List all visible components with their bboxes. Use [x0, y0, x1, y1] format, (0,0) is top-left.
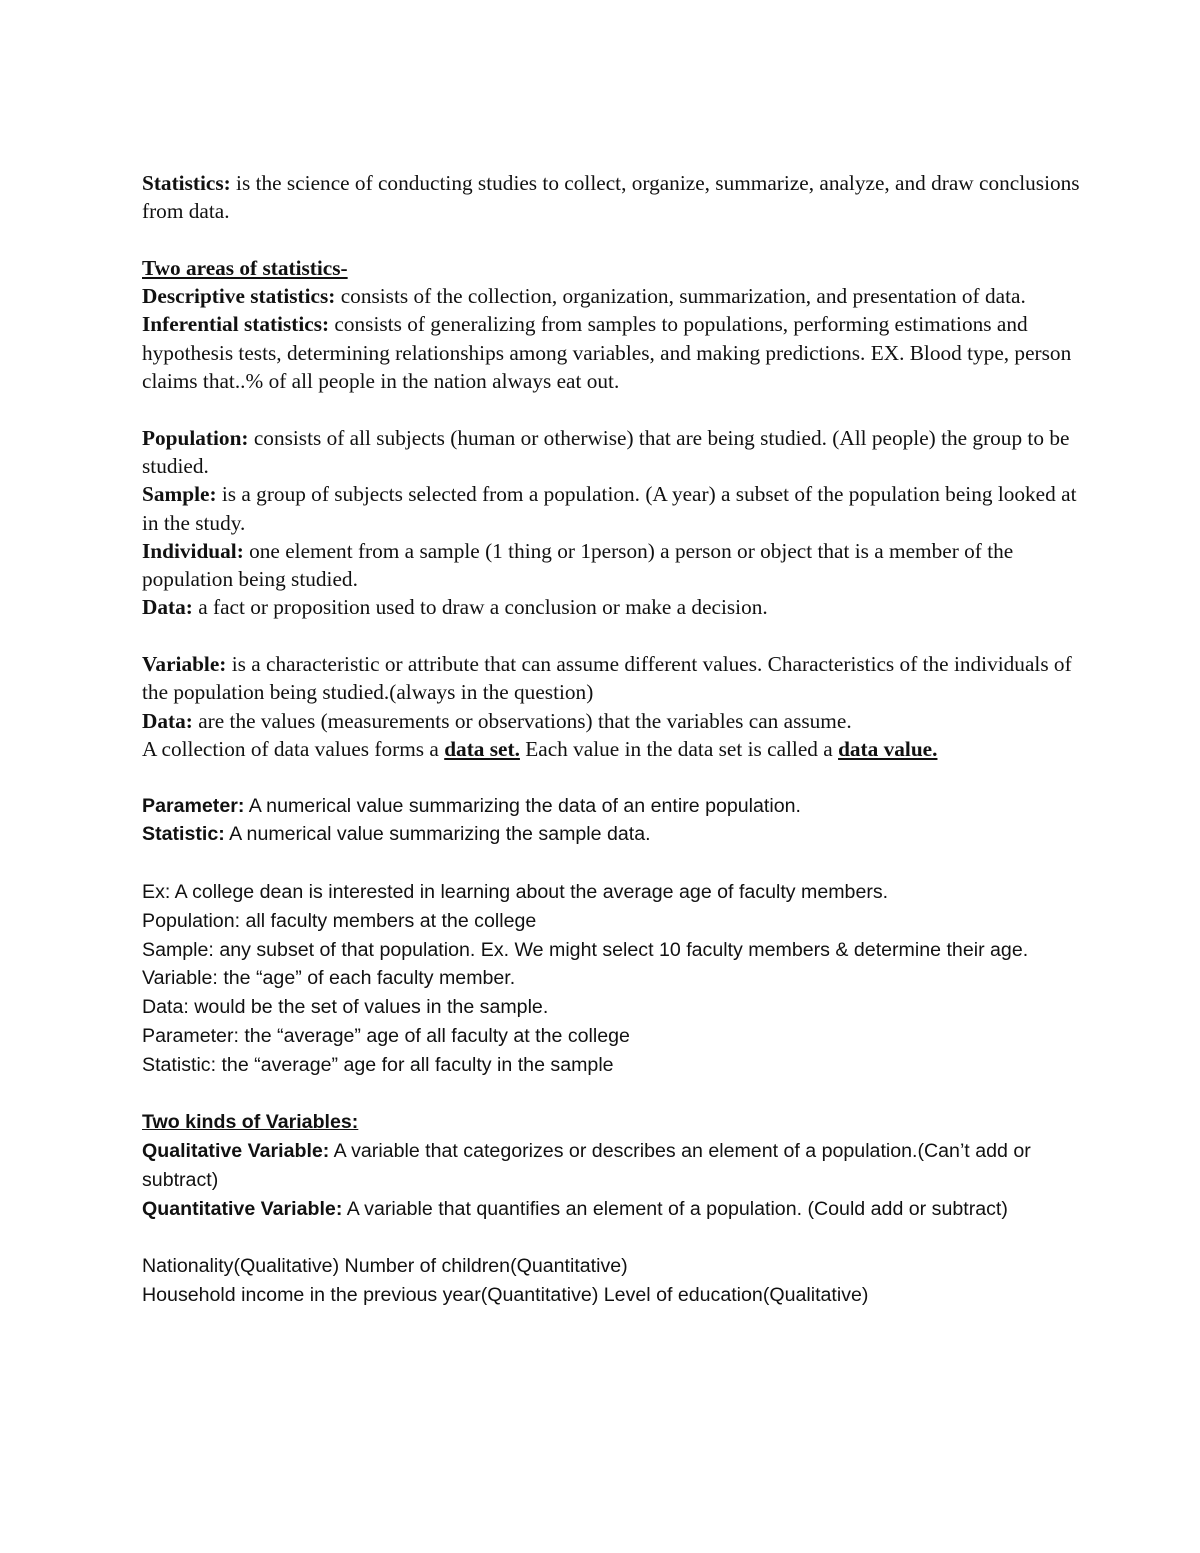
document-body — [142, 169, 1082, 1310]
variable-definition — [142, 650, 1082, 707]
term-statistic: Statistic: — [142, 823, 225, 846]
term-individual: Individual: — [142, 538, 244, 563]
term-data-1: Data: — [142, 595, 193, 620]
descriptive-definition — [142, 282, 1082, 310]
quantitative-text: A variable that quantifies an element of a population. (Could add or subtract) — [342, 1197, 1008, 1220]
population-text: consists of all subjects (human or otherwise) that are being studied. (All people) the group to be studied. — [142, 425, 1070, 478]
data-text-2: are the values (measurements or observations) that the variables can assume. — [192, 708, 852, 733]
term-quantitative: Quantitative Variable: — [142, 1197, 343, 1220]
parameter-definition — [142, 792, 1082, 821]
variable-text: is a characteristic or attribute that can assume different values. Characteristics of the individuals of the population being studied.(always in the question) — [142, 652, 1072, 705]
example-line: Statistic: the “average” age for all faculty in the sample — [142, 1053, 614, 1076]
term-descriptive: Descriptive statistics: — [142, 284, 336, 309]
parameter-text: A numerical value summarizing the data of an entire population. — [244, 794, 801, 817]
term-data-value: data value. — [838, 736, 938, 761]
term-parameter: Parameter: — [142, 794, 245, 817]
individual-text: one element from a sample (1 thing or 1person) a person or object that is a member of the population being studied. — [142, 538, 1014, 592]
example-line: Variable: the “age” of each faculty member. — [142, 967, 516, 990]
term-sample: Sample: — [142, 482, 217, 507]
quantitative-definition — [142, 1195, 1082, 1224]
term-data-2: Data: — [142, 708, 193, 733]
statistic-text: A numerical value summarizing the sample data. — [224, 823, 651, 846]
variable-example-line: Household income in the previous year(Quantitative) Level of education(Qualitative) — [142, 1284, 869, 1307]
term-statistics: Statistics: — [142, 171, 231, 195]
data-definition-1 — [142, 593, 1082, 621]
individual-definition — [142, 537, 1082, 594]
qualitative-text: A variable that categorizes or describes an element of a population.(Can’t add or subtract) — [142, 1140, 1031, 1191]
dataset-middle: Each value in the data set is called a — [519, 736, 839, 761]
statistics-definition — [142, 169, 1082, 226]
dataset-prefix: A collection of data values forms a — [142, 736, 445, 761]
inferential-text: consists of generalizing from samples to populations, performing estimations and hypothesis tests, determining relationships among variables, and making predictions. EX. Blood type, person claims that..% of all people in the nation always eat out. — [142, 312, 1072, 394]
example-line: Parameter: the “average” age of all faculty at the college — [142, 1024, 630, 1047]
example-line: Data: would be the set of values in the sample. — [142, 996, 549, 1019]
example-line: Ex: A college dean is interested in learning about the average age of faculty members. — [142, 880, 889, 903]
data-text-1: a fact or proposition used to draw a conclusion or make a decision. — [192, 595, 768, 620]
variable-example-line: Nationality(Qualitative) Number of children(Quantitative) — [142, 1255, 628, 1278]
example-line: Sample: any subset of that population. Ex. We might select 10 faculty members & determine their age. — [142, 938, 1029, 961]
data-definition-2 — [142, 707, 1082, 735]
term-data-set: data set. — [444, 736, 520, 761]
statistic-definition — [142, 820, 1082, 849]
example-line: Population: all faculty members at the college — [142, 909, 537, 932]
term-inferential: Inferential statistics: — [142, 312, 330, 337]
sample-text: is a group of subjects selected from a population. (A year) a subset of the population being looked at in the study. — [142, 482, 1077, 535]
population-definition — [142, 424, 1082, 481]
descriptive-text: consists of the collection, organization, summarization, and presentation of data. — [335, 284, 1026, 309]
kinds-heading-text: Two kinds of Variables: — [142, 1111, 359, 1134]
qualitative-definition — [142, 1137, 1082, 1195]
term-variable: Variable: — [142, 652, 227, 677]
two-areas-heading-text: Two areas of statistics- — [142, 255, 348, 280]
dataset-sentence — [142, 735, 1082, 763]
statistics-definition-text: is the science of conducting studies to collect, organize, summarize, analyze, and draw conclusions from data. — [142, 171, 1080, 224]
term-qualitative: Qualitative Variable: — [142, 1140, 330, 1163]
term-population: Population: — [142, 425, 249, 450]
sans-section — [142, 792, 1082, 1310]
two-areas-heading — [142, 254, 1082, 282]
kinds-heading — [142, 1108, 1082, 1137]
serif-section — [142, 169, 1082, 792]
inferential-definition — [142, 310, 1082, 395]
sample-definition — [142, 480, 1082, 537]
